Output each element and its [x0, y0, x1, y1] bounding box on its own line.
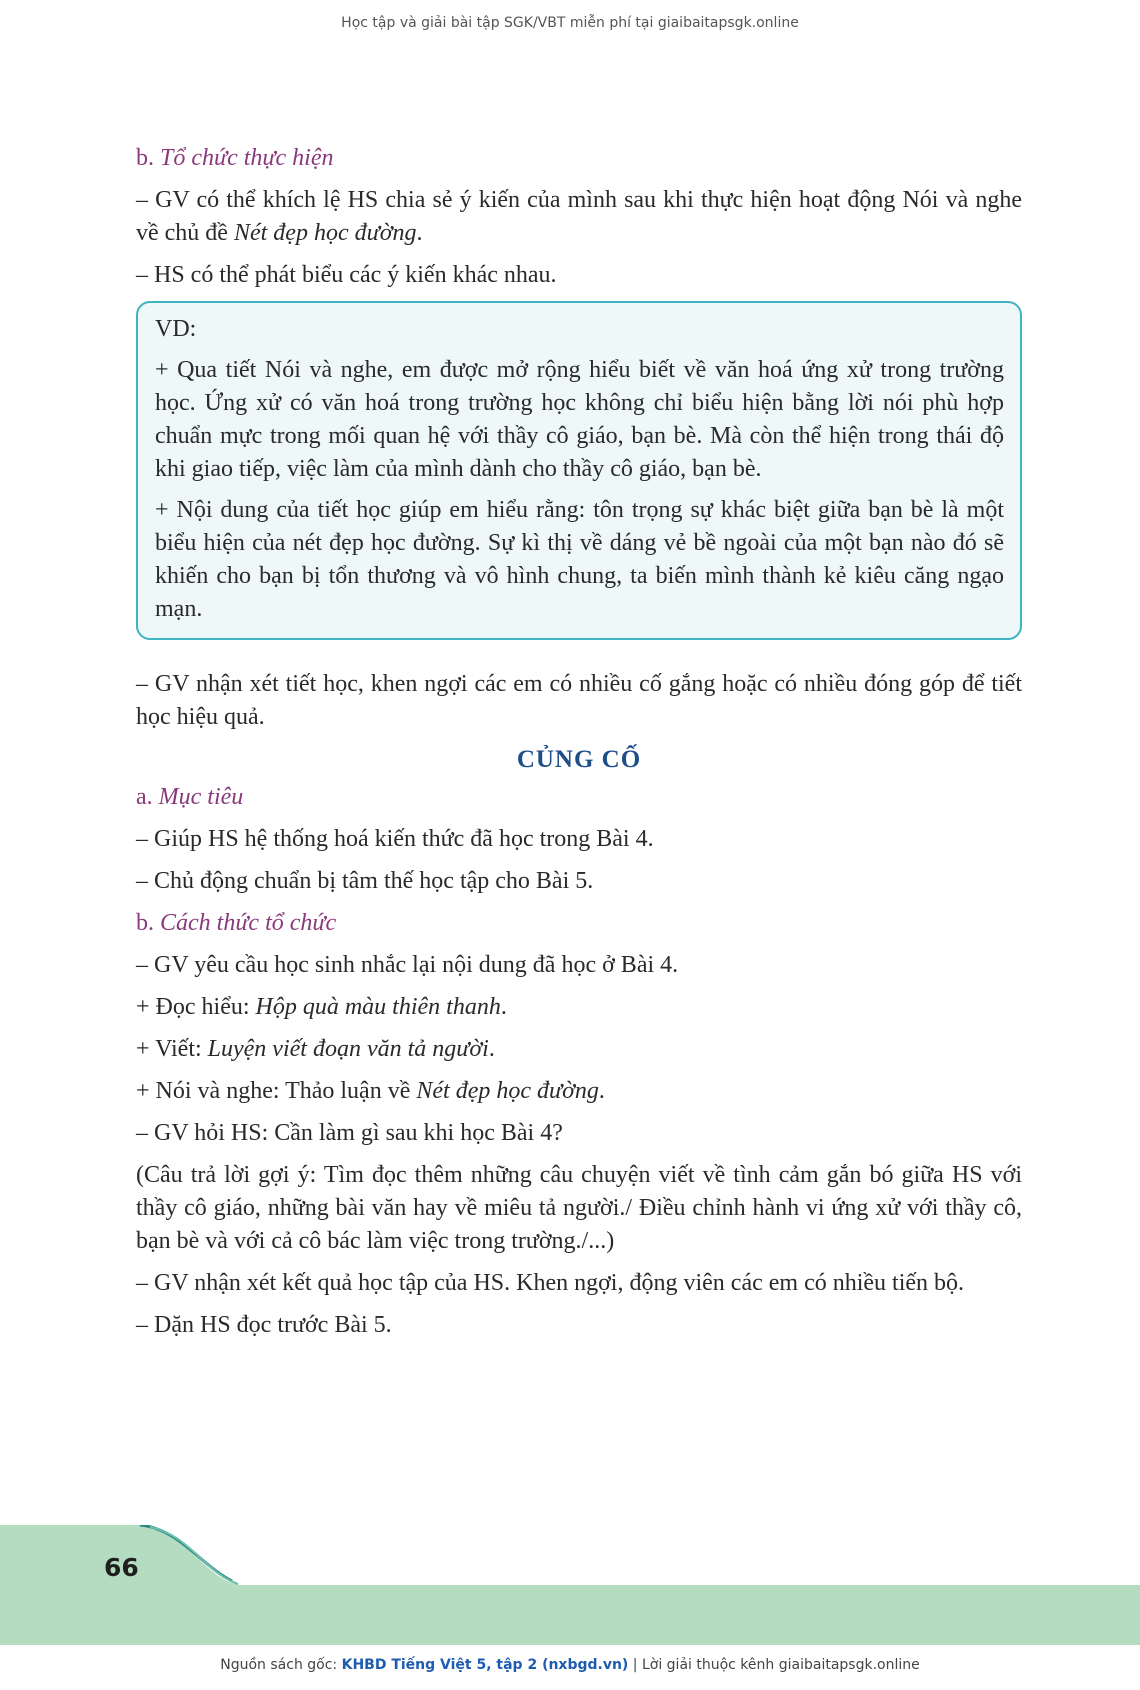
page-content [136, 142, 1022, 1351]
paragraph: + Đọc hiểu: Hộp quà màu thiên thanh. [136, 994, 507, 1020]
example-item: + Nội dung của tiết học giúp em hiểu rằng: tôn trọng sự khác biệt giữa bạn bè là một biểu hiện của nét đẹp học đường. Sự kì thị về dáng vẻ bề ngoài của một bạn nào đó sẽ khiến cho bạn bị tổn thương và vô hình chung, ta biến mình thành kẻ kiêu căng ngạo mạn. [155, 497, 1004, 622]
paragraph: – GV nhận xét tiết học, khen ngợi các em có nhiều cố gắng hoặc có nhiều đóng góp để tiết học hiệu quả. [136, 671, 1022, 730]
subheading-to-chuc: b. Tổ chức thực hiện [136, 145, 334, 171]
footer-band [0, 1525, 1140, 1645]
subheading-title: Tổ chức thực hiện [160, 145, 334, 171]
paragraph: (Câu trả lời gợi ý: Tìm đọc thêm những câu chuyện viết về tình cảm gắn bó giữa HS với thầy cô giáo, những bài văn hay về miêu tả người./ Điều chỉnh hành vi ứng xử với thầy cô, bạn bè và với cả cô bác làm việc trong trường./...) [136, 1162, 1022, 1254]
source-book: KHBD Tiếng Việt 5, tập 2 (nxbgd.vn) [341, 1657, 629, 1673]
example-box [136, 301, 1022, 640]
paragraph: – GV hỏi HS: Cần làm gì sau khi học Bài 4? [136, 1120, 563, 1146]
paragraph: – Chủ động chuẩn bị tâm thế học tập cho Bài 5. [136, 868, 594, 894]
paragraph: – HS có thể phát biểu các ý kiến khác nhau. [136, 262, 557, 288]
paragraph: – GV nhận xét kết quả học tập của HS. Khen ngợi, động viên các em có nhiều tiến bộ. [136, 1270, 965, 1296]
paragraph: – GV yêu cầu học sinh nhắc lại nội dung đã học ở Bài 4. [136, 952, 679, 978]
paragraph: + Nói và nghe: Thảo luận về Nét đẹp học đường. [136, 1078, 605, 1104]
example-item: + Qua tiết Nói và nghe, em được mở rộng hiểu biết về văn hoá ứng xử trong trường học. Ứng xử có văn hoá trong trường học không chỉ biểu hiện bằng lời nói phù hợp chuẩn mực trong mối quan hệ với thầy cô giáo, bạn bè. Mà còn thể hiện trong thái độ khi giao tiếp, việc làm của mình dành cho thầy cô giáo, bạn bè. [155, 357, 1004, 482]
paragraph: – GV có thể khích lệ HS chia sẻ ý kiến của mình sau khi thực hiện hoạt động Nói và nghe về chủ đề Nét đẹp học đường. [136, 187, 1022, 246]
subheading-cach-thuc: b. Cách thức tổ chức [136, 910, 337, 936]
example-label: VD: [155, 316, 197, 342]
paragraph: + Viết: Luyện viết đoạn văn tả người. [136, 1036, 495, 1062]
source-note: Nguồn sách gốc: KHBD Tiếng Việt 5, tập 2 (nxbgd.vn) | Lời giải thuộc kênh giaibaitapsgk.online [220, 1657, 920, 1673]
paragraph: – Dặn HS đọc trước Bài 5. [136, 1312, 392, 1338]
paragraph: – Giúp HS hệ thống hoá kiến thức đã học trong Bài 4. [136, 826, 654, 852]
site-header-note: Học tập và giải bài tập SGK/VBT miễn phí tại giaibaitapsgk.online [341, 15, 799, 31]
subheading-muc-tieu: a. Mục tiêu [136, 784, 244, 810]
section-heading-cung-co: CỦNG CỐ [516, 746, 642, 773]
page-number: 66 [104, 1553, 139, 1582]
